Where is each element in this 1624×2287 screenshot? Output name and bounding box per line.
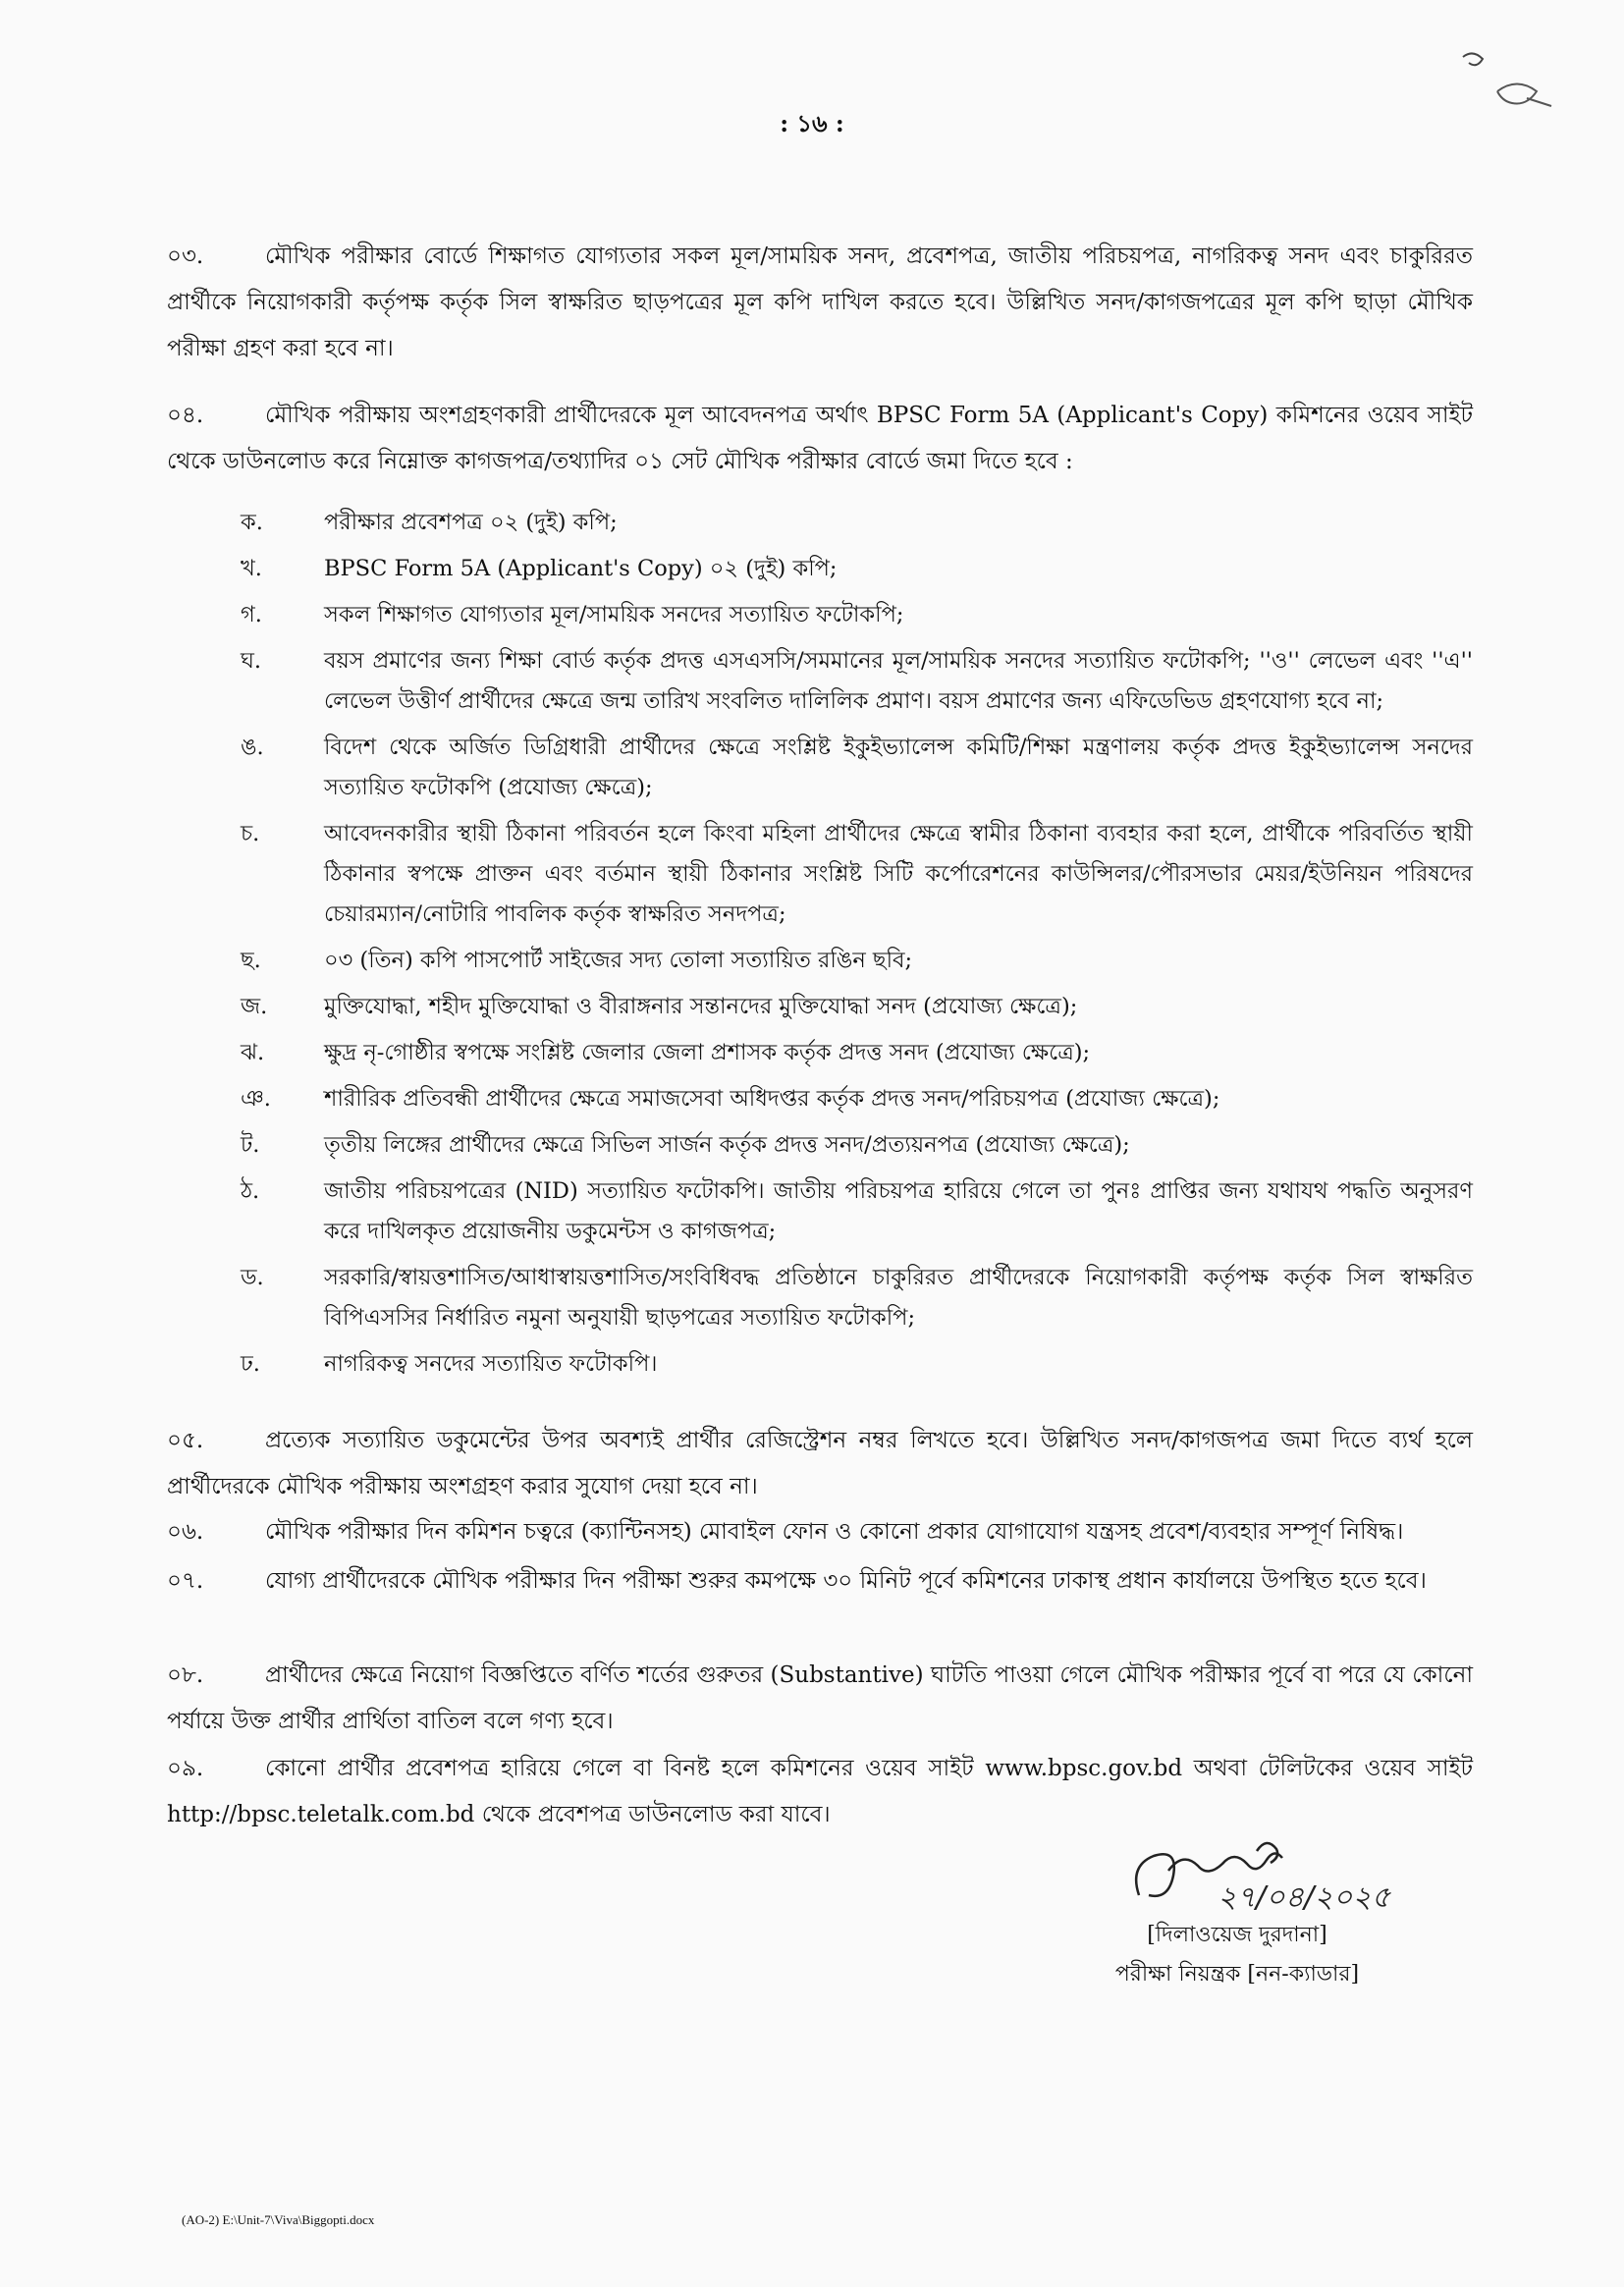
list-item-text: পরীক্ষার প্রবেশপত্র ০২ (দুই) কপি; bbox=[324, 510, 618, 535]
signatory-name: [দিলাওয়েজ দুরদানা] bbox=[1147, 1923, 1327, 1947]
page-number: : ১৬ : bbox=[780, 109, 844, 137]
signature-date: ২৭/০৪/২০২৫ bbox=[1218, 1880, 1391, 1915]
list-item-label: চ. bbox=[241, 821, 260, 846]
list-item bbox=[241, 1033, 1473, 1073]
list-item-text: সকল শিক্ষাগত যোগ্যতার মূল/সাময়িক সনদের সত্যায়িত ফটোকপি; bbox=[324, 602, 904, 627]
list-item bbox=[241, 728, 1473, 808]
paragraph-text: মৌখিক পরীক্ষায় অংশগ্রহণকারী প্রার্থীদেরকে মূল আবেদনপত্র অর্থাৎ BPSC Form 5A (Applicant's Copy) কমিশনের ওয়েব সাইট থেকে ডাউনলোড করে নিম্নোক্ত কাগজপত্র/তথ্যাদির ০১ সেট মৌখিক পরীক্ষার বোর্ডে জমা দিতে হবে : bbox=[167, 403, 1473, 474]
file-path-footer: (AO-2) E:\Unit-7\Viva\Biggopti.docx bbox=[182, 2212, 375, 2227]
list-item bbox=[241, 1171, 1473, 1252]
list-item-label: ঢ. bbox=[241, 1351, 260, 1377]
list-item-label: ঙ. bbox=[241, 735, 264, 760]
list-item bbox=[241, 1125, 1473, 1166]
paragraph-07 bbox=[167, 1558, 1473, 1605]
paragraph-09 bbox=[167, 1746, 1473, 1838]
list-item bbox=[241, 503, 1473, 543]
paragraph-06 bbox=[167, 1509, 1473, 1555]
list-item bbox=[241, 1344, 1473, 1385]
list-item-label: খ. bbox=[241, 556, 262, 581]
list-item-label: জ. bbox=[241, 994, 268, 1019]
list-item-label: ঘ. bbox=[241, 648, 262, 674]
list-item bbox=[241, 641, 1473, 722]
paragraph-text: কোনো প্রার্থীর প্রবেশপত্র হারিয়ে গেলে বা বিনষ্ট হলে কমিশনের ওয়েব সাইট www.bpsc.gov.bd অথবা টেলিটকের ওয়েব সাইট http://bpsc.teletalk.com.bd থেকে প্রবেশপত্র ডাউনলোড করা যাবে। bbox=[167, 1756, 1473, 1827]
paragraph-number: ০৬. bbox=[167, 1519, 204, 1545]
paragraph-text: মৌখিক পরীক্ষার দিন কমিশন চত্বরে (ক্যান্টিনসহ) মোবাইল ফোন ও কোনো প্রকার যোগাযোগ যন্ত্রসহ প্রবেশ/ব্যবহার সম্পূর্ণ নিষিদ্ধ। bbox=[265, 1519, 1404, 1545]
list-item-label: ঠ. bbox=[241, 1178, 260, 1204]
paragraph-number: ০৩. bbox=[167, 244, 204, 269]
paragraph-03 bbox=[167, 234, 1473, 372]
list-item bbox=[241, 595, 1473, 635]
list-item-text: মুক্তিযোদ্ধা, শহীদ মুক্তিযোদ্ধা ও বীরাঙ্গনার সন্তানদের মুক্তিযোদ্ধা সনদ (প্রযোজ্য ক্ষেত্রে); bbox=[324, 994, 1078, 1019]
signatory-title: পরীক্ষা নিয়ন্ত্রক [নন-ক্যাডার] bbox=[1114, 1962, 1360, 1987]
list-item-label: গ. bbox=[241, 602, 262, 627]
list-item-text: আবেদনকারীর স্থায়ী ঠিকানা পরিবর্তন হলে কিংবা মহিলা প্রার্থীদের ক্ষেত্রে স্বামীর ঠিকানা ব্যবহার করা হলে, প্রার্থীকে পরিবর্তিত স্থায়ী ঠিকানার স্বপক্ষে প্রাক্তন এবং বর্তমান স্থায়ী ঠিকানার সংশ্লিষ্ট সিটি কর্পোরেশনের কাউন্সিলর/পৌরসভার মেয়র/ইউনিয়ন পরিষদের চেয়ারম্যান/নোটারি পাবলিক কর্তৃক স্বাক্ষরিত সনদপত্র; bbox=[324, 821, 1473, 927]
paragraph-05 bbox=[167, 1418, 1473, 1510]
paragraph-text: যোগ্য প্রার্থীদেরকে মৌখিক পরীক্ষার দিন পরীক্ষা শুরুর কমপক্ষে ৩০ মিনিট পূর্বে কমিশনের ঢাকাস্থ প্রধান কার্যালয়ে উপস্থিত হতে হবে। bbox=[265, 1568, 1427, 1594]
paragraph-number: ০৭. bbox=[167, 1568, 204, 1594]
list-item-text: BPSC Form 5A (Applicant's Copy) ০২ (দুই) কপি; bbox=[324, 556, 838, 581]
list-item-text: নাগরিকত্ব সনদের সত্যায়িত ফটোকপি। bbox=[324, 1351, 658, 1377]
list-item-text: তৃতীয় লিঙ্গের প্রার্থীদের ক্ষেত্রে সিভিল সার্জন কর্তৃক প্রদত্ত সনদ/প্রত্যয়নপত্র (প্রযোজ্য ক্ষেত্রে); bbox=[324, 1132, 1130, 1158]
paragraph-number: ০৯. bbox=[167, 1756, 204, 1781]
list-item-text: সরকারি/স্বায়ত্তশাসিত/আধাস্বায়ত্তশাসিত/সংবিধিবদ্ধ প্রতিষ্ঠানে চাকুরিরত প্রার্থীদেরকে নিয়োগকারী কর্তৃপক্ষ কর্তৃক সিল স্বাক্ষরিত বিপিএসসির নির্ধারিত নমুনা অনুযায়ী ছাড়পত্রের সত্যায়িত ফটোকপি; bbox=[324, 1265, 1473, 1331]
paragraph-number: ০৮. bbox=[167, 1662, 204, 1688]
list-item bbox=[241, 1079, 1473, 1119]
list-item-label: ক. bbox=[241, 510, 263, 535]
list-item-label: ঞ. bbox=[241, 1086, 271, 1112]
paragraph-text: প্রার্থীদের ক্ষেত্রে নিয়োগ বিজ্ঞপ্তিতে বর্ণিত শর্তের গুরুতর (Substantive) ঘাটতি পাওয়া গেলে মৌখিক পরীক্ষার পূর্বে বা পরে যে কোনো পর্যায়ে উক্ত প্রার্থীর প্রার্থিতা বাতিল বলে গণ্য হবে। bbox=[167, 1662, 1473, 1734]
document-list bbox=[241, 503, 1473, 1390]
list-item bbox=[241, 549, 1473, 589]
list-item-text: ক্ষুদ্র নৃ-গোষ্ঠীর স্বপক্ষে সংশ্লিষ্ট জেলার জেলা প্রশাসক কর্তৃক প্রদত্ত সনদ (প্রযোজ্য ক্ষেত্রে); bbox=[324, 1040, 1091, 1065]
list-item-text: ০৩ (তিন) কপি পাসপোর্ট সাইজের সদ্য তোলা সত্যায়িত রঙিন ছবি; bbox=[324, 948, 913, 973]
list-item-label: ঝ. bbox=[241, 1040, 265, 1065]
list-item-text: বিদেশ থেকে অর্জিত ডিগ্রিধারী প্রার্থীদের ক্ষেত্রে সংশ্লিষ্ট ইকুইভ্যালেন্স কমিটি/শিক্ষা মন্ত্রণালয় কর্তৃক প্রদত্ত ইকুইভ্যালেন্স সনদের সত্যায়িত ফটোকপি (প্রযোজ্য ক্ষেত্রে); bbox=[324, 735, 1473, 800]
list-item-label: ড. bbox=[241, 1265, 264, 1290]
list-item-text: জাতীয় পরিচয়পত্রের (NID) সত্যায়িত ফটোকপি। জাতীয় পরিচয়পত্র হারিয়ে গেলে তা পুনঃ প্রাপ্তির জন্য যথাযথ পদ্ধতি অনুসরণ করে দাখিলকৃত প্রয়োজনীয় ডকুমেন্টস ও কাগজপত্র; bbox=[324, 1178, 1473, 1244]
list-item bbox=[241, 1258, 1473, 1338]
list-item-text: বয়স প্রমাণের জন্য শিক্ষা বোর্ড কর্তৃক প্রদত্ত এসএসসি/সমমানের মূল/সাময়িক সনদের সত্যায়িত ফটোকপি; ''ও'' লেভেল এবং ''এ'' লেভেল উত্তীর্ণ প্রার্থীদের ক্ষেত্রে জন্ম তারিখ সংবলিত দালিলিক প্রমাণ। বয়স প্রমাণের জন্য এফিডেভিড গ্রহণযোগ্য হবে না; bbox=[324, 648, 1473, 714]
paragraph-number: ০৪. bbox=[167, 403, 204, 428]
paragraph-text: প্রত্যেক সত্যায়িত ডকুমেন্টের উপর অবশ্যই প্রার্থীর রেজিস্ট্রেশন নম্বর লিখতে হবে। উল্লিখিত সনদ/কাগজপত্র জমা দিতে ব্যর্থ হলে প্রার্থীদেরকে মৌখিক পরীক্ষায় অংশগ্রহণ করার সুযোগ দেয়া হবে না। bbox=[167, 1428, 1473, 1499]
paragraph-text: মৌখিক পরীক্ষার বোর্ডে শিক্ষাগত যোগ্যতার সকল মূল/সাময়িক সনদ, প্রবেশপত্র, জাতীয় পরিচয়পত্র, নাগরিকত্ব সনদ এবং চাকুরিরত প্রার্থীকে নিয়োগকারী কর্তৃপক্ষ কর্তৃক সিল স্বাক্ষরিত ছাড়পত্রের মূল কপি দাখিল করতে হবে। উল্লিখিত সনদ/কাগজপত্রের মূল কপি ছাড়া মৌখিক পরীক্ষা গ্রহণ করা হবে না। bbox=[167, 244, 1473, 361]
paragraph-number: ০৫. bbox=[167, 1428, 204, 1453]
list-item-text: শারীরিক প্রতিবন্ধী প্রার্থীদের ক্ষেত্রে সমাজসেবা অধিদপ্তর কর্তৃক প্রদত্ত সনদ/পরিচয়পত্র (প্রযোজ্য ক্ষেত্রে); bbox=[324, 1086, 1220, 1112]
list-item-label: ট. bbox=[241, 1132, 260, 1158]
handwritten-signature bbox=[1119, 1826, 1443, 1925]
paragraph-04 bbox=[167, 393, 1473, 485]
paragraph-08 bbox=[167, 1653, 1473, 1745]
list-item-label: ছ. bbox=[241, 948, 261, 973]
list-item bbox=[241, 941, 1473, 981]
list-item bbox=[241, 987, 1473, 1027]
list-item bbox=[241, 814, 1473, 935]
